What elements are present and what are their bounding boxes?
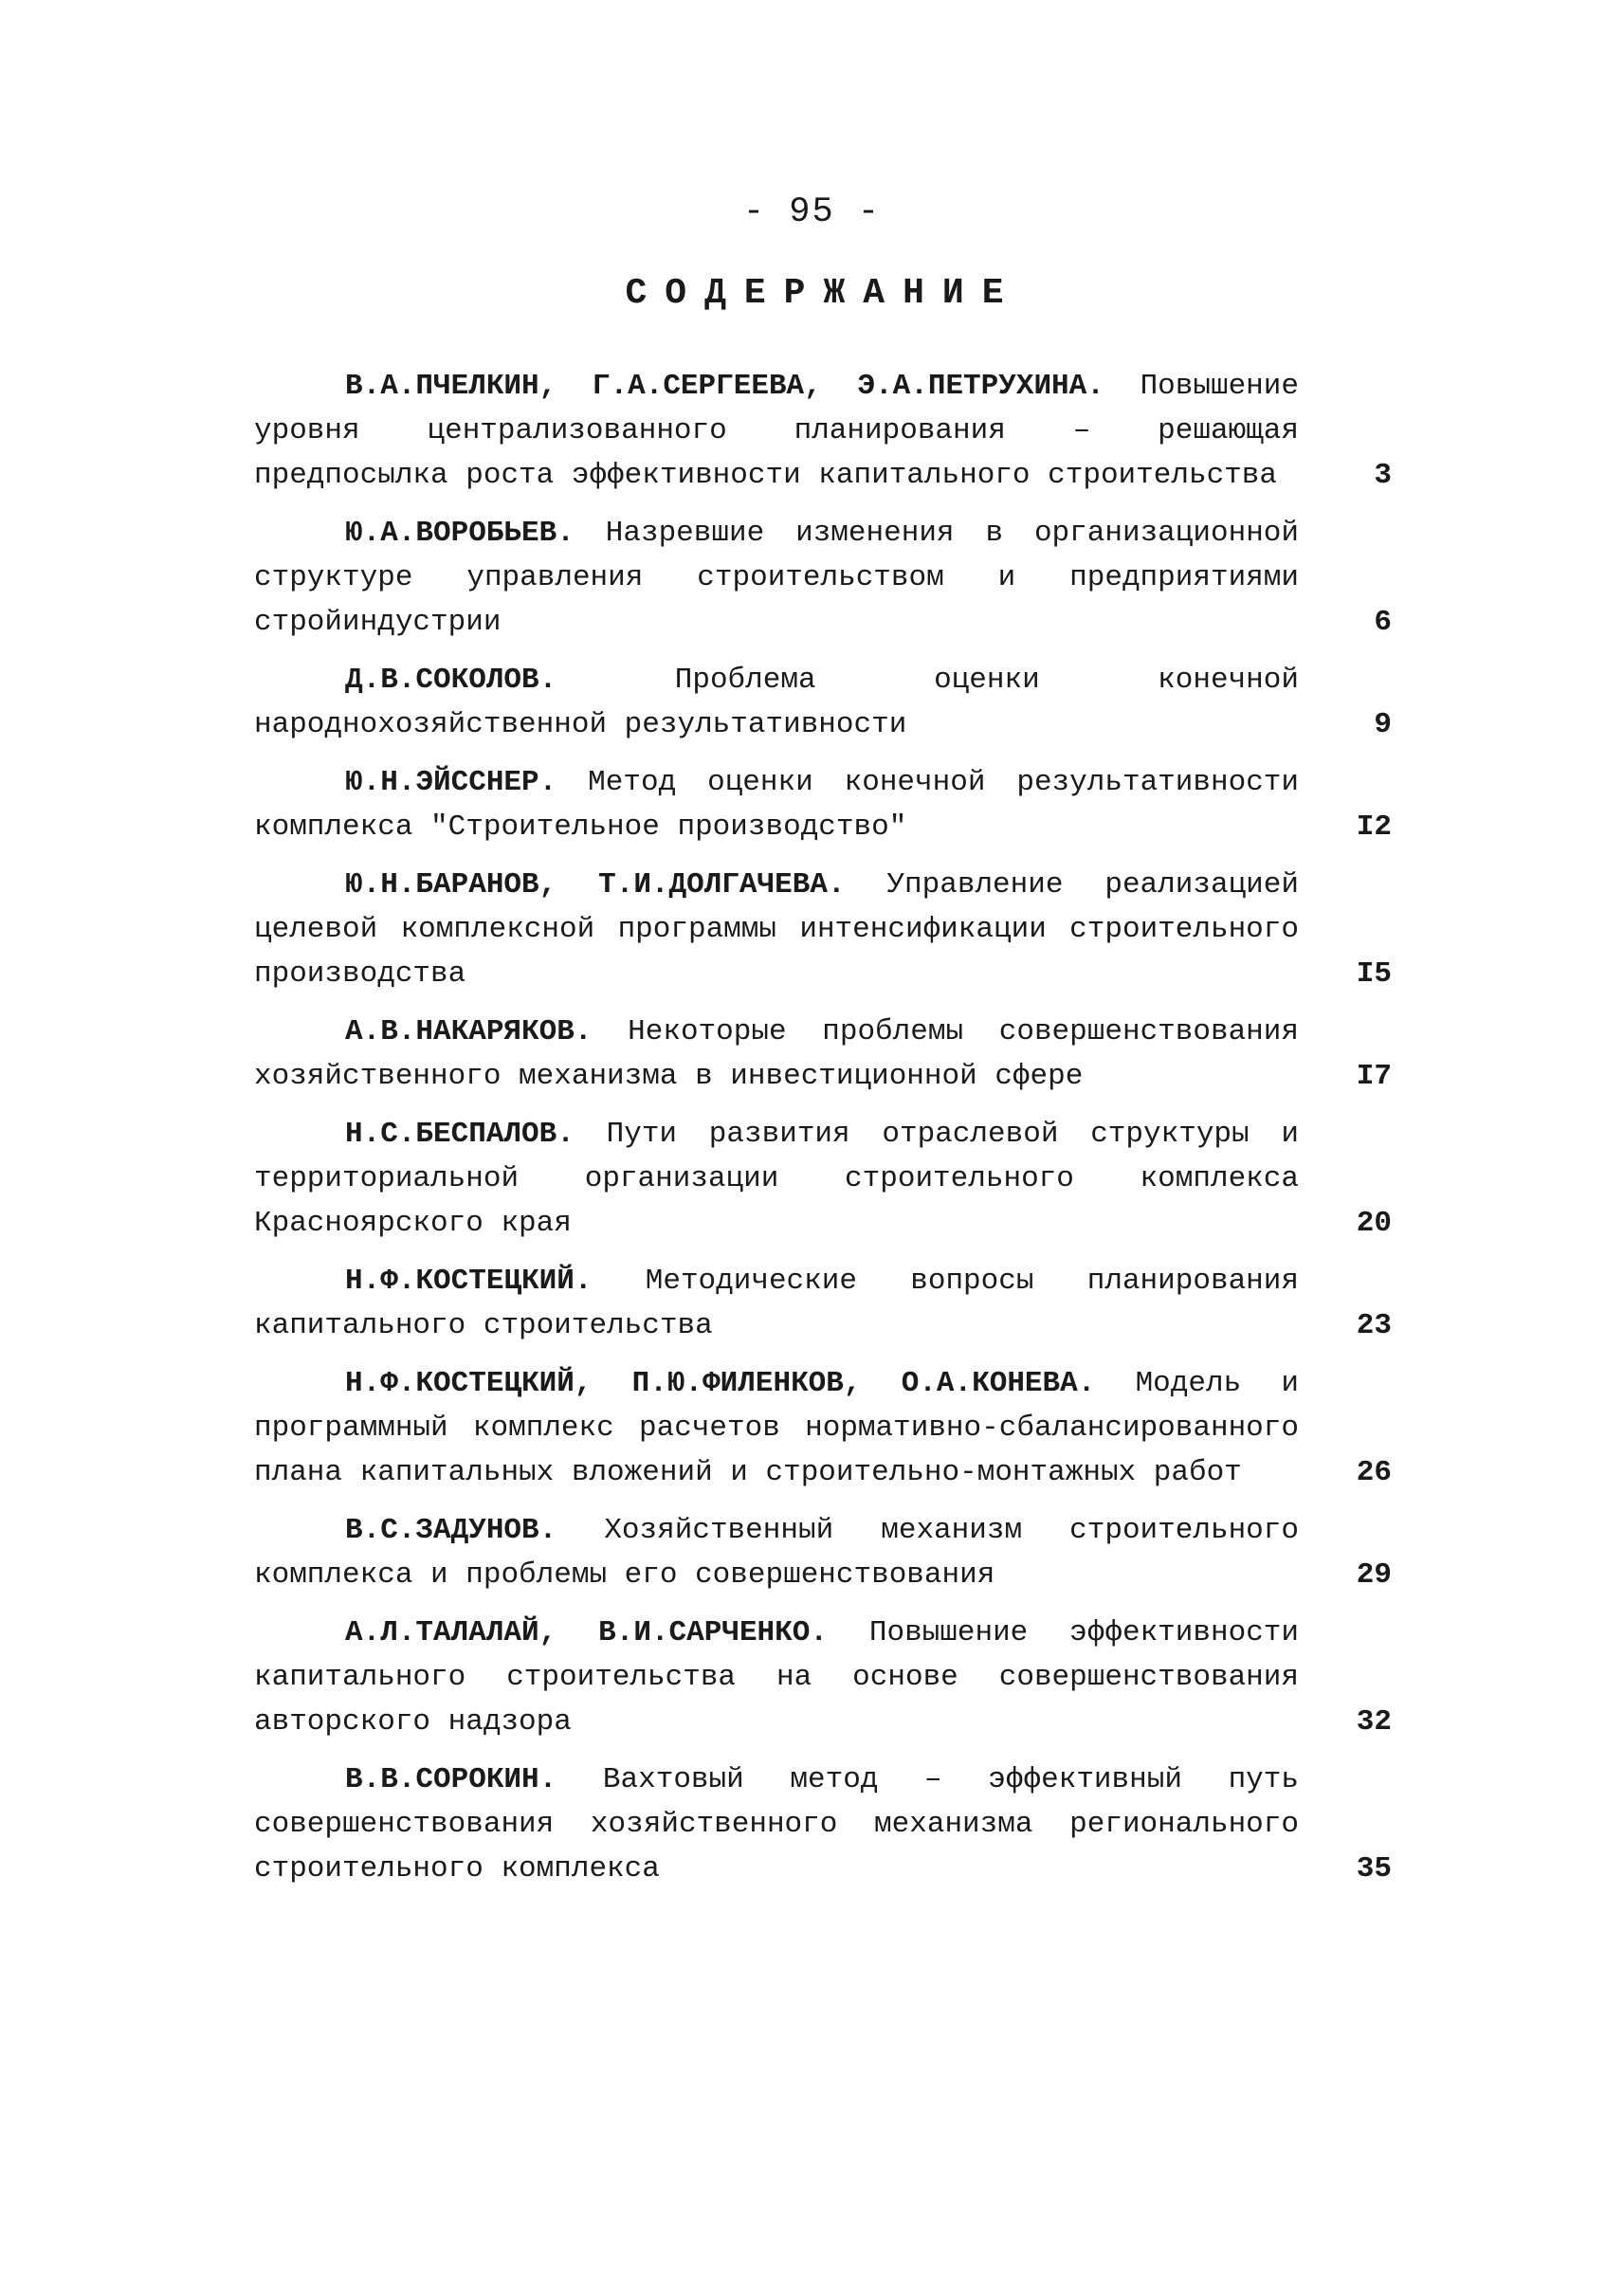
toc-entry-page: 6 xyxy=(1374,606,1392,639)
toc-entry-authors: Ю.А.ВОРОБЬЕВ. xyxy=(345,517,575,550)
toc-entry xyxy=(254,760,1392,849)
toc-entry xyxy=(254,1361,1392,1495)
toc-entry xyxy=(254,658,1392,747)
toc-entry xyxy=(254,863,1392,996)
toc-entry-title: Управление реализацией целевой комплексной программы интенсификации строительного производства xyxy=(254,868,1299,991)
toc-entry-text xyxy=(254,364,1299,498)
toc-entry-text xyxy=(254,760,1299,849)
toc-entry-title: Модель и программный комплекс расчетов нормативно-сбалансированного плана капитальных вложений и строительно-монтажных работ xyxy=(254,1367,1299,1489)
toc-entry-authors: Д.В.СОКОЛОВ. xyxy=(345,664,557,697)
toc-entry-page: I5 xyxy=(1356,957,1392,991)
toc-entry-page: I7 xyxy=(1356,1060,1392,1093)
toc-entry xyxy=(254,1112,1392,1246)
toc-entry-authors: А.Л.ТАЛАЛАЙ, В.И.САРЧЕНКО. xyxy=(345,1616,828,1649)
toc-entry-page: 32 xyxy=(1356,1705,1392,1739)
toc-entry-page: 35 xyxy=(1356,1852,1392,1885)
toc-entry-authors: Н.С.БЕСПАЛОВ. xyxy=(345,1118,575,1151)
toc-entry-authors: А.В.НАКАРЯКОВ. xyxy=(345,1015,593,1048)
toc-entry-page: 23 xyxy=(1356,1309,1392,1342)
toc-entry-text xyxy=(254,1508,1299,1597)
toc-entry-page: 29 xyxy=(1356,1558,1392,1592)
toc-entry-text xyxy=(254,1611,1299,1744)
toc-entry-title: Повышение уровня централизованного планирования – решающая предпосылка роста эффективности капитального строительства xyxy=(254,370,1299,492)
toc-entry-text xyxy=(254,1259,1299,1348)
page-title: СОДЕРЖАНИЕ xyxy=(625,273,1022,314)
toc-entry xyxy=(254,1508,1392,1597)
toc-entry-authors: В.А.ПЧЕЛКИН, Г.А.СЕРГЕЕВА, Э.А.ПЕТРУХИНА. xyxy=(345,370,1104,403)
toc-entry-title: Метод оценки конечной результативности комплекса "Строительное производство" xyxy=(254,766,1300,844)
toc-entry-authors: В.С.ЗАДУНОВ. xyxy=(345,1514,557,1547)
toc-entry-page: 9 xyxy=(1374,708,1392,741)
toc-entry-authors: Н.Ф.КОСТЕЦКИЙ, П.Ю.ФИЛЕНКОВ, О.А.КОНЕВА. xyxy=(345,1367,1096,1400)
toc-entry-text xyxy=(254,1010,1299,1099)
toc-entry-title: Методические вопросы планирования капитального строительства xyxy=(254,1265,1299,1342)
toc-entry-title: Проблема оценки конечной народнохозяйственной результативности xyxy=(254,664,1299,741)
page-number: - 95 - xyxy=(742,192,882,232)
table-of-contents xyxy=(254,364,1392,1904)
toc-entry-text xyxy=(254,1361,1299,1495)
toc-entry-title: Назревшие изменения в организационной структуре управления строительством и предприятиями стройиндустрии xyxy=(254,517,1300,639)
toc-entry-text xyxy=(254,863,1299,996)
toc-entry-title: Повышение эффективности капитального строительства на основе совершенствования авторского надзора xyxy=(254,1616,1300,1739)
toc-entry-page: 26 xyxy=(1356,1456,1392,1489)
toc-entry-title: Хозяйственный механизм строительного комплекса и проблемы его совершенствования xyxy=(254,1514,1299,1592)
toc-entry-authors: Ю.Н.ЭЙССНЕР. xyxy=(345,766,557,799)
toc-entry-text xyxy=(254,511,1299,645)
toc-entry xyxy=(254,1259,1392,1348)
toc-entry-page: 20 xyxy=(1356,1207,1392,1240)
toc-entry xyxy=(254,1758,1392,1891)
toc-entry-authors: Н.Ф.КОСТЕЦКИЙ. xyxy=(345,1265,593,1298)
toc-entry-title: Вахтовый метод – эффективный путь совершенствования хозяйственного механизма регионального строительного комплекса xyxy=(254,1763,1299,1885)
toc-entry-text xyxy=(254,658,1299,747)
toc-entry-title: Некоторые проблемы совершенствования хозяйственного механизма в инвестиционной сфере xyxy=(254,1015,1299,1093)
toc-entry-page: I2 xyxy=(1356,811,1392,844)
toc-entry xyxy=(254,1611,1392,1744)
toc-entry xyxy=(254,511,1392,645)
toc-entry-authors: Ю.Н.БАРАНОВ, Т.И.ДОЛГАЧЕВА. xyxy=(345,868,846,902)
toc-entry-text xyxy=(254,1112,1299,1246)
toc-entry-authors: В.В.СОРОКИН. xyxy=(345,1763,557,1796)
toc-entry xyxy=(254,364,1392,498)
toc-entry-text xyxy=(254,1758,1299,1891)
toc-entry-title: Пути развития отраслевой структуры и территориальной организации строительного комплекса Красноярского края xyxy=(254,1118,1299,1240)
toc-entry-page: 3 xyxy=(1374,459,1392,492)
toc-entry xyxy=(254,1010,1392,1099)
